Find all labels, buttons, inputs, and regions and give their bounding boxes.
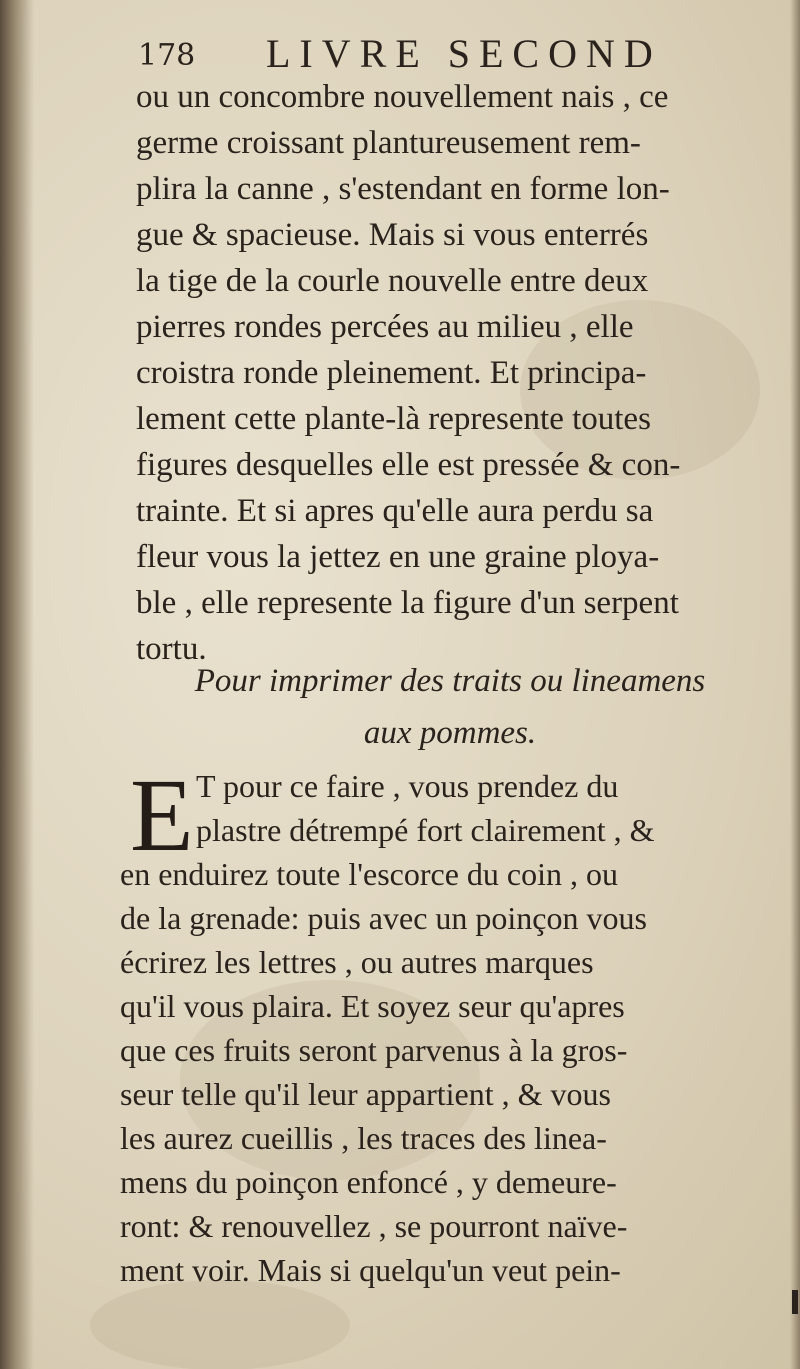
heading-line-1: Pour imprimer des traits ou lineamens — [194, 663, 706, 699]
running-head-title: LIVRE SECOND — [266, 31, 662, 76]
paper-stain — [90, 1280, 350, 1369]
text-line: la tige de la courle nouvelle entre deux — [136, 263, 649, 299]
text-line: figures desquelles elle est pressée & con- — [136, 447, 681, 483]
heading-line-2: aux pommes. — [363, 715, 537, 751]
text-line: germe croissant plantureusement rem- — [136, 125, 641, 161]
text-line: mens du poinçon enfoncé , y demeure- — [120, 1164, 617, 1200]
text-line: T pour ce faire , vous prendez du — [196, 768, 619, 804]
text-line: ment voir. Mais si quelqu'un veut pein- — [120, 1252, 621, 1288]
text-line: lement cette plante-là represente toutes — [136, 401, 651, 437]
edge-mark — [792, 1290, 798, 1314]
text-line: qu'il vous plaira. Et soyez seur qu'apres — [120, 988, 625, 1024]
text-line: plastre détrempé fort clairement , & — [196, 812, 655, 848]
running-head — [138, 26, 758, 76]
text-line: trainte. Et si apres qu'elle aura perdu sa — [136, 493, 654, 529]
text-line: gue & spacieuse. Mais si vous enterrés — [136, 217, 649, 253]
text-line: tortu. — [136, 631, 207, 667]
text-line: en enduirez toute l'escorce du coin , ou — [120, 856, 619, 892]
drop-cap: E — [130, 758, 194, 873]
text-line: croistra ronde pleinement. Et principa- — [136, 355, 647, 391]
text-line: ble , elle represente la figure d'un serpent — [136, 585, 679, 621]
text-line: ront: & renouvellez , se pourront naïve- — [120, 1208, 628, 1244]
text-line: plira la canne , s'estendant en forme lon- — [136, 171, 670, 207]
text-line: les aurez cueillis , les traces des linea- — [120, 1120, 607, 1156]
paragraph-1 — [136, 74, 786, 672]
text-line: seur telle qu'il leur appartient , & vous — [120, 1076, 611, 1112]
text-line: de la grenade: puis avec un poinçon vous — [120, 900, 647, 936]
text-line: ou un concombre nouvellement nais , ce — [136, 79, 669, 115]
page-edge — [790, 0, 800, 1369]
section-heading — [130, 655, 770, 759]
text-line: écrirez les lettres , ou autres marques — [120, 944, 594, 980]
text-line: que ces fruits seront parvenus à la gros- — [120, 1032, 628, 1068]
page-number: 178 — [138, 38, 196, 73]
paragraph-2 — [120, 758, 788, 1292]
text-line: fleur vous la jettez en une graine ploya- — [136, 539, 660, 575]
book-gutter — [0, 0, 34, 1369]
text-line: pierres rondes percées au milieu , elle — [136, 309, 634, 345]
